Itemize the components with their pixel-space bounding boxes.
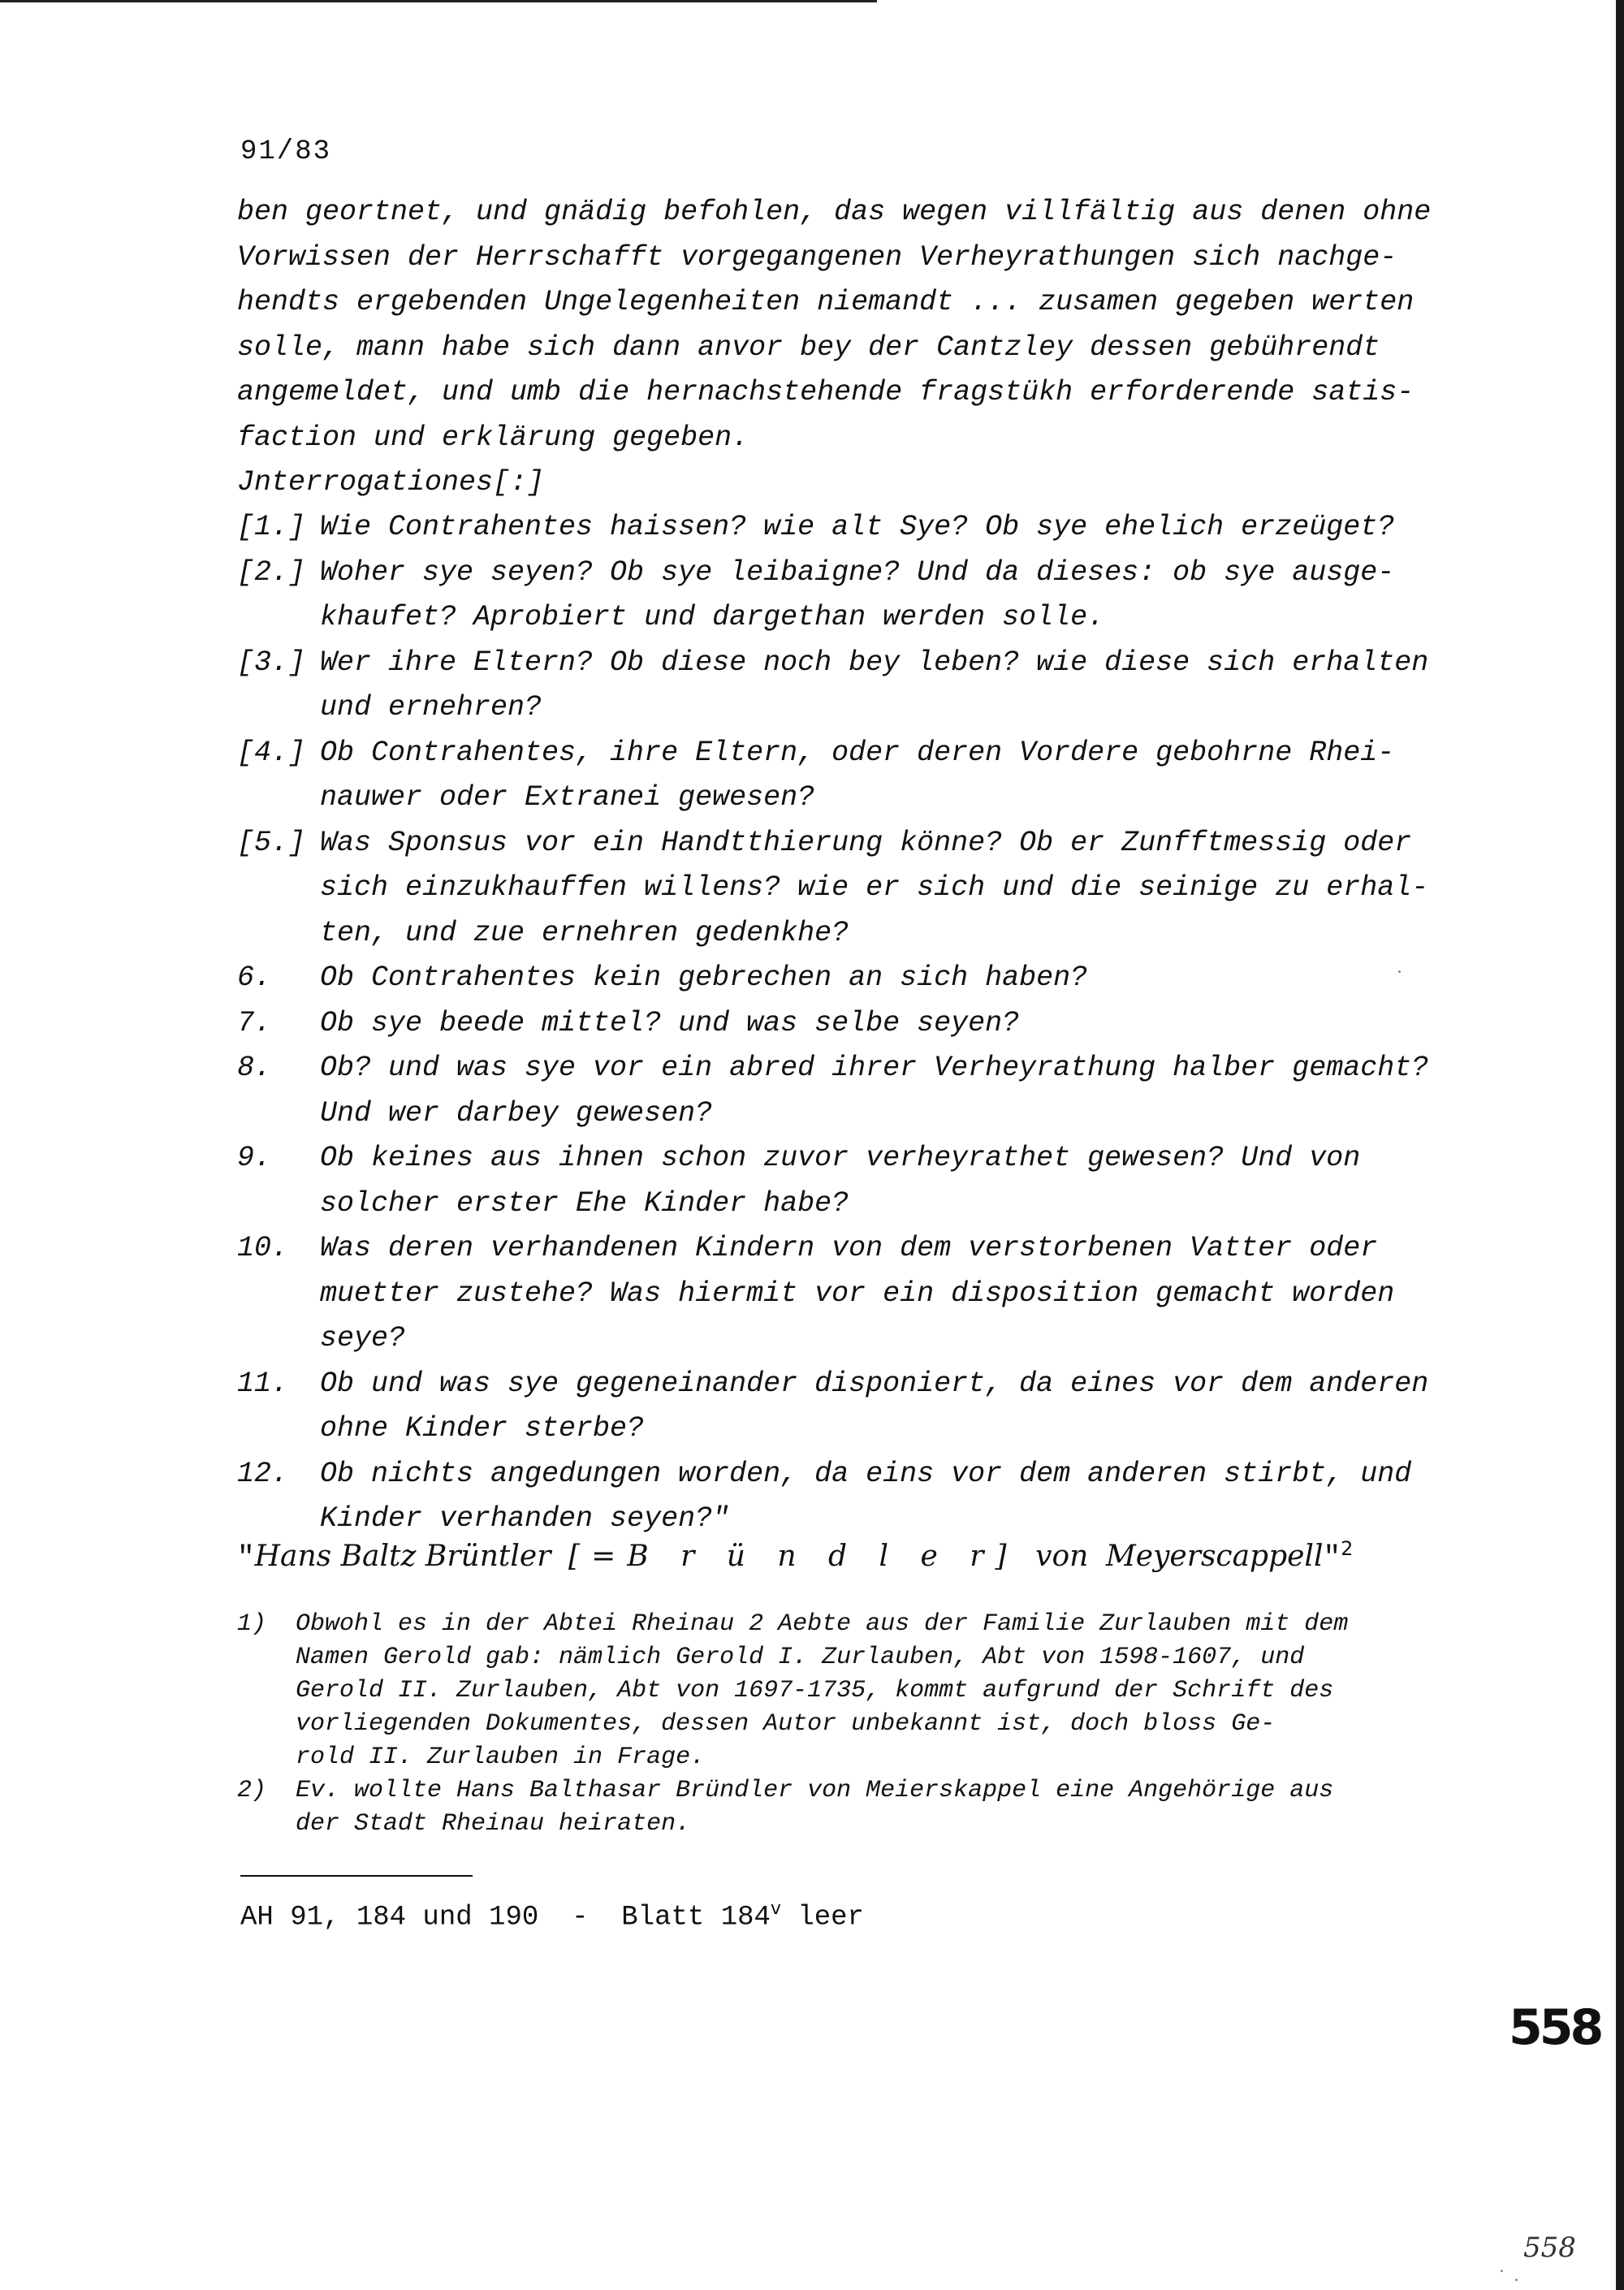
question-text: Ob Contrahentes kein gebrechen an sich haben? <box>320 961 1088 994</box>
question-item <box>237 641 1520 731</box>
question-text: Ob Contrahentes, ihre Eltern, oder deren Vordere gebohrne Rhei- nauwer oder Extranei gewesen? <box>320 736 1395 814</box>
scan-speck <box>1515 2279 1518 2281</box>
source-divider <box>240 1875 473 1877</box>
question-item <box>237 1362 1520 1452</box>
question-text: Woher sye seyen? Ob sye leibaigne? Und da dieses: ob sye ausge- khaufet? Aprobiert und dargethan werden solle. <box>320 555 1395 633</box>
question-item <box>237 1226 1520 1362</box>
question-number: 7. <box>237 1006 272 1039</box>
scan-right-edge <box>1616 0 1624 2290</box>
question-text: Wer ihre Eltern? Ob diese noch bey leben? wie diese sich erhalten und ernehren? <box>320 646 1429 724</box>
question-number: 12. <box>237 1457 289 1490</box>
question-text: Ob nichts angedungen worden, da eins vor dem anderen stirbt, und Kinder verhanden seyen?" <box>320 1457 1412 1535</box>
question-item <box>237 505 1520 551</box>
question-number: 6. <box>237 961 272 994</box>
footnote-number: 1) <box>237 1610 267 1638</box>
question-number: [4.] <box>237 736 306 769</box>
footnote-item <box>237 1608 1504 1774</box>
scan-speck <box>1501 2270 1503 2272</box>
footnote-reference: 2 <box>1341 1537 1354 1560</box>
source-main: AH 91, 184 und 190 - Blatt 184 <box>240 1902 771 1934</box>
question-text: Ob keines aus ihnen schon zuvor verheyrathet gewesen? Und von solcher erster Ehe Kinder habe? <box>320 1142 1361 1220</box>
footnotes <box>237 1608 1504 1841</box>
quote-close: " <box>1323 1541 1341 1575</box>
question-text: Ob und was sye gegeneinander disponiert, da eines vor dem anderen ohne Kinder sterbe? <box>320 1367 1429 1445</box>
question-item <box>237 1136 1520 1226</box>
source-reference <box>240 1899 864 1933</box>
question-list <box>237 505 1520 1542</box>
question-number: 8. <box>237 1052 272 1084</box>
footnote-item <box>237 1774 1504 1841</box>
question-text: Was deren verhandenen Kindern von dem verstorbenen Vatter oder muetter zustehe? Was hiermit vor ein disposition gemacht worden seye? <box>320 1232 1395 1355</box>
question-text: Wie Contrahentes haissen? wie alt Sye? Ob sye ehelich erzeüget? <box>320 511 1395 543</box>
footnote-number: 2) <box>237 1777 267 1804</box>
question-text: Ob sye beede mittel? und was selbe seyen? <box>320 1006 1020 1039</box>
question-item <box>237 731 1520 821</box>
word-von: von <box>1035 1540 1089 1573</box>
quote-open: " <box>237 1541 255 1575</box>
question-number: 9. <box>237 1142 272 1174</box>
question-item <box>237 551 1520 641</box>
question-number: [5.] <box>237 826 306 859</box>
signature-line <box>237 1537 1353 1575</box>
question-number: [3.] <box>237 646 306 679</box>
question-text: Ob? und was sye vor ein abred ihrer Verheyrathung halber gemacht? Und wer darbey gewesen? <box>320 1052 1429 1130</box>
question-item <box>237 821 1520 957</box>
question-number: [1.] <box>237 511 306 543</box>
handwritten-place: Meyerscappell <box>1105 1540 1324 1573</box>
footnote-text: Ev. wollte Hans Balthasar Bründler von Meierskappel eine Angehörige aus der Stadt Rheinau heiraten. <box>296 1777 1334 1838</box>
question-text: Was Sponsus vor ein Handtthierung könne? Ob er Zunfftmessig oder sich einzukhauffen willens? wie er sich und die seinige zu erhal- ten, und zue ernehren gedenkhe? <box>320 826 1429 949</box>
question-number: 11. <box>237 1367 289 1400</box>
name-correction: [=B r ü n d l e r] <box>568 1540 1018 1573</box>
question-item <box>237 1452 1520 1542</box>
pencil-page-number: 558 <box>1523 2232 1576 2264</box>
page-header-number: 91/83 <box>240 136 332 167</box>
scan-speck <box>1398 970 1401 973</box>
question-item <box>237 956 1520 1001</box>
intro-paragraph: ben geortnet, und gnädig befohlen, das wegen villfältig aus denen ohne Vorwissen der Herrschafft vorgegangenen Verheyrathungen sich nachge- hendts ergebenden Ungelegenheiten niemandt ... zusamen gegeben werten solle, mann habe sich dann anvor bey der Cantzley dessen gebührendt angemeldet, und umb die hernachstehende fragstükh erforderende satis- faction und erklärung gegeben. <box>237 196 1432 454</box>
handwritten-name: Hans Baltz Brüntler <box>254 1540 551 1573</box>
interrogationes-heading: Jnterrogationes[:] <box>237 466 545 499</box>
stamped-page-number: 558 <box>1509 1999 1601 2056</box>
question-number: [2.] <box>237 555 306 589</box>
footnote-text: Obwohl es in der Abtei Rheinau 2 Aebte aus der Familie Zurlauben mit dem Namen Gerold gab: nämlich Gerold I. Zurlauben, Abt von 1598-1607, und Gerold II. Zurlauben, Abt von 1697-1735, kommt aufgrund der Schrift des vorliegenden Dokumentes, dessen Autor unbekannt ist, doch bloss Ge- rold II. Zurlauben in Frage. <box>296 1610 1349 1771</box>
source-tail: leer <box>780 1902 864 1934</box>
question-number: 10. <box>237 1232 289 1264</box>
source-verso-mark: v <box>770 1899 781 1919</box>
question-item <box>237 1001 1520 1047</box>
question-item <box>237 1046 1520 1136</box>
